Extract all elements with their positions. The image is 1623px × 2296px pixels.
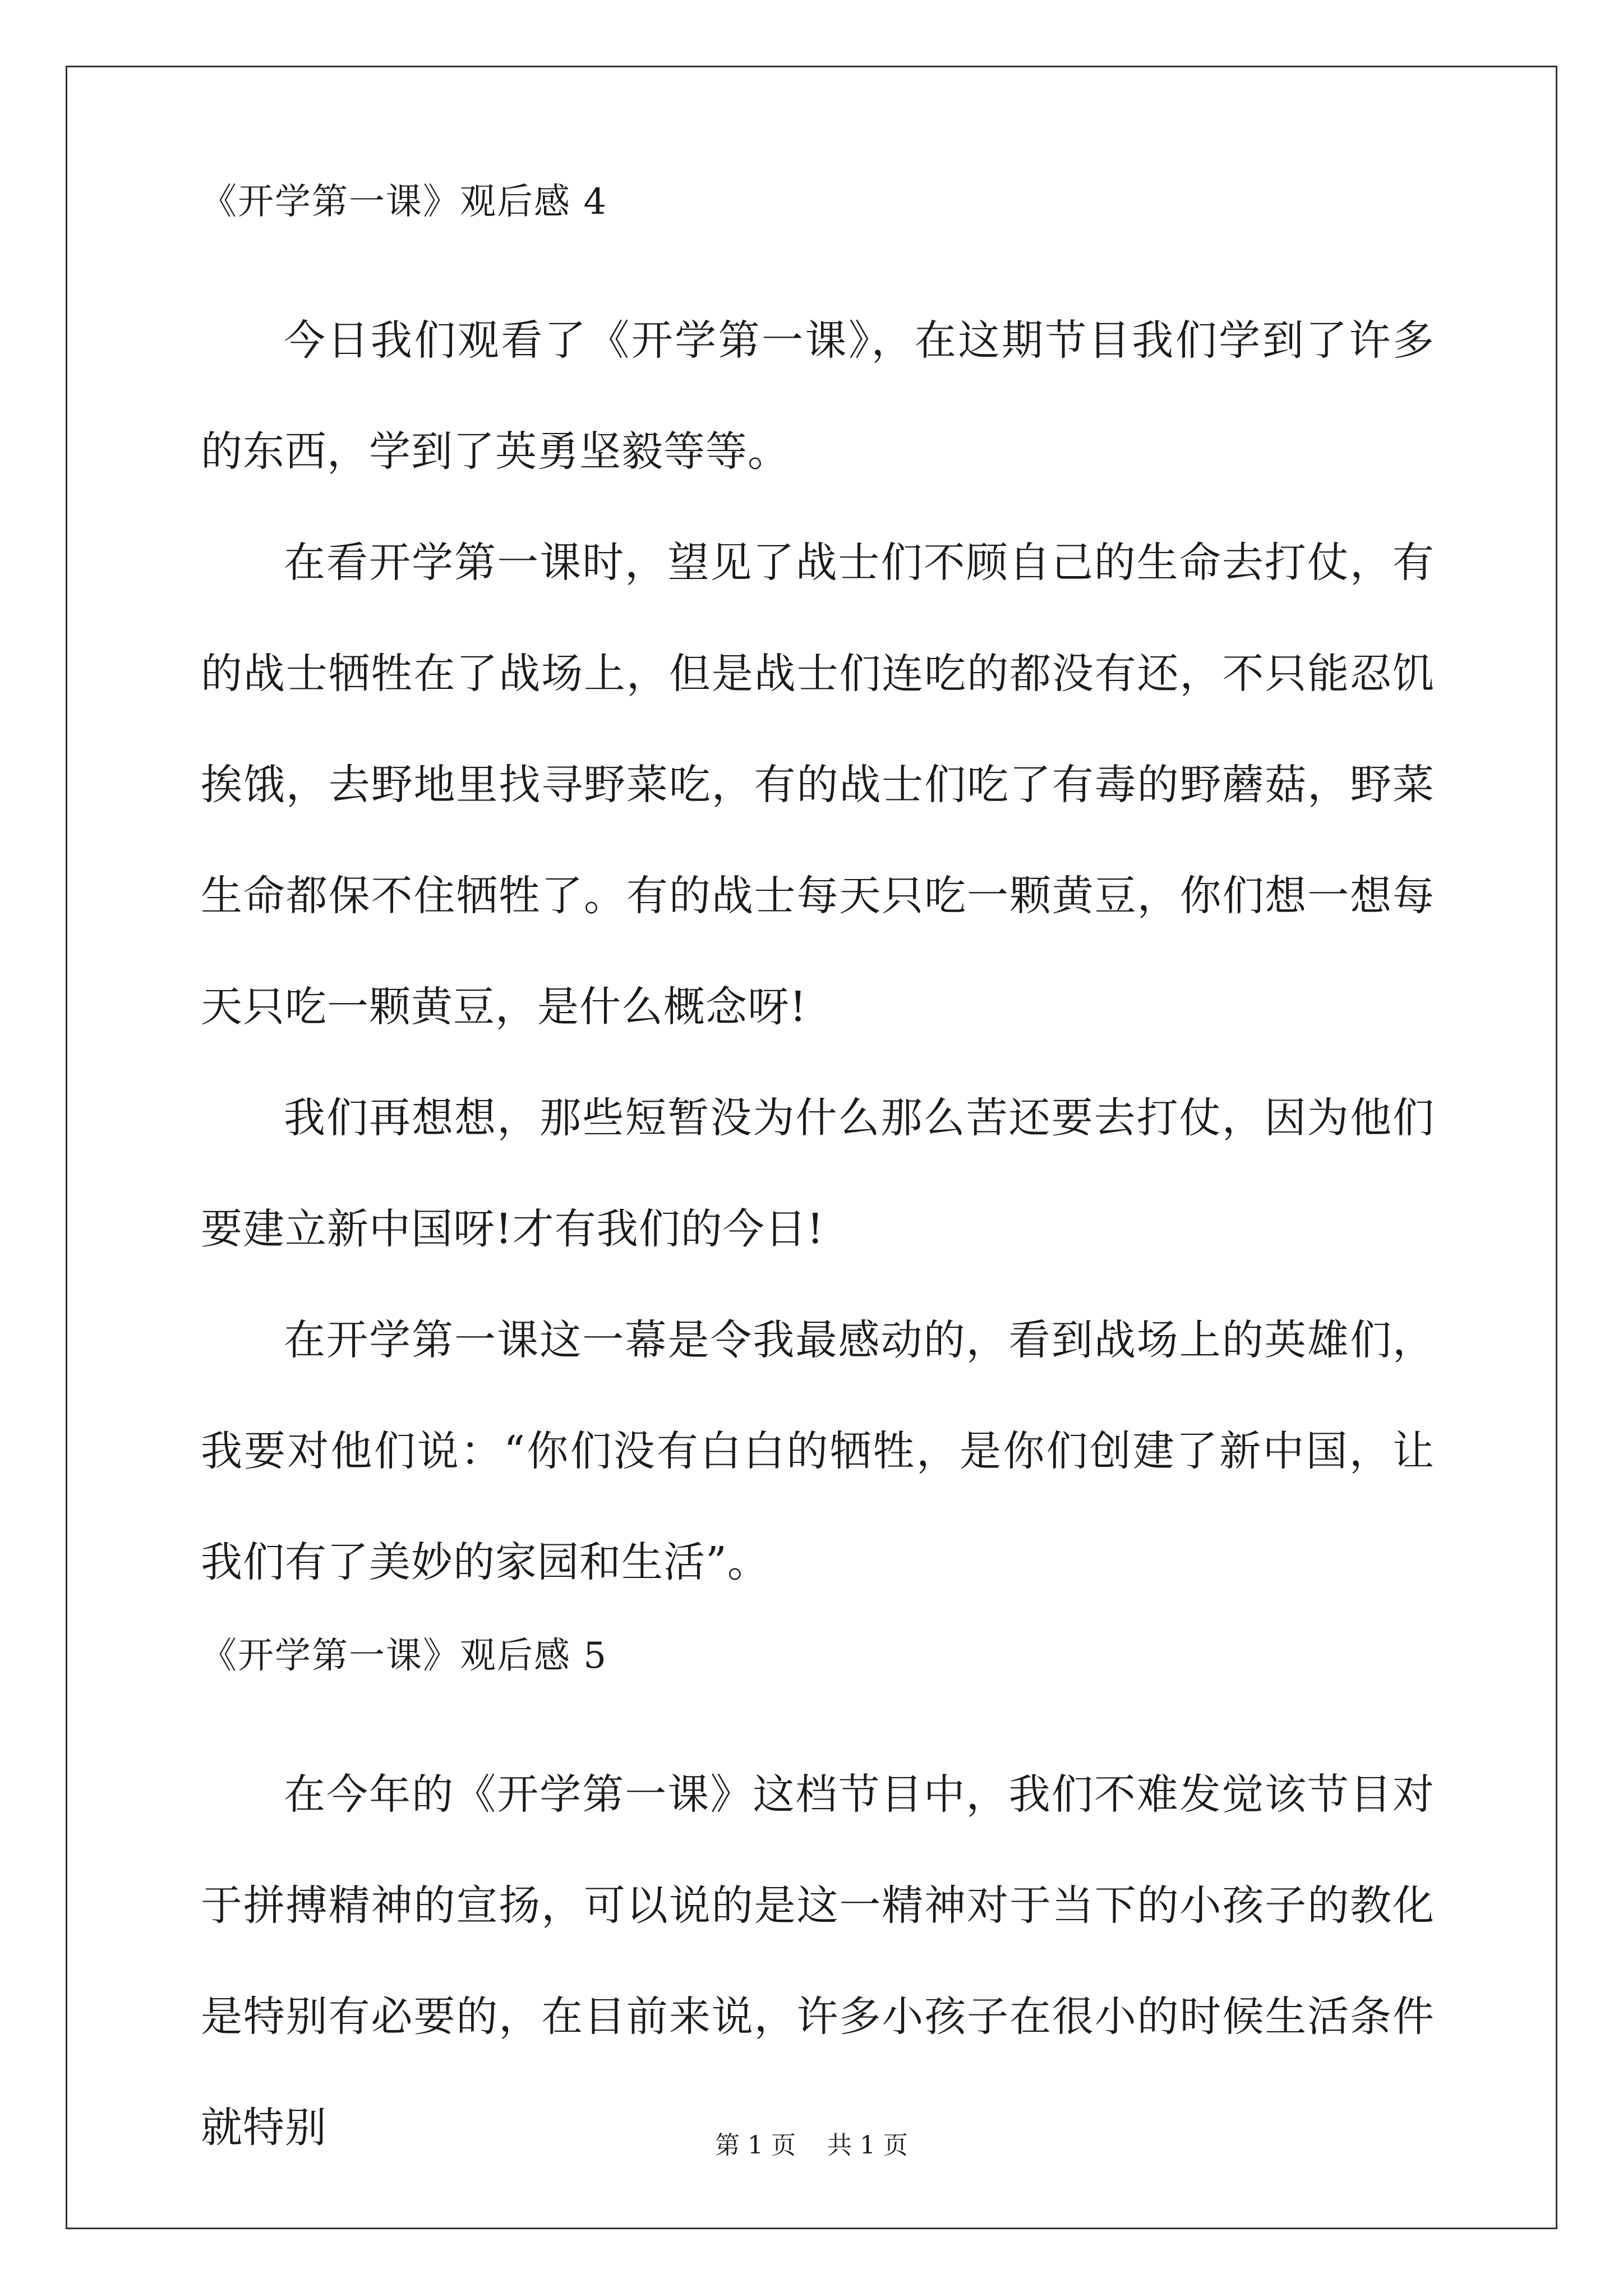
paragraph: 在看开学第一课时，望见了战士们不顾自己的生命去打仗，有的战士牺牲在了战场上，但是战士们连吃的都没有还，不只能忍饥挨饿，去野地里找寻野菜吃，有的战士们吃了有毒的野蘑菇，野菜生命都保不住牺牲了。有的战士每天只吃一颗黄豆，你们想一想每天只吃一颗黄豆，是什么概念呀!	[201, 539, 1435, 1031]
paragraph: 在今年的《开学第一课》这档节目中，我们不难发觉该节目对于拼搏精神的宣扬，可以说的是这一精神对于当下的小孩子的教化是特别有必要的，在目前来说，许多小孩子在很小的时候生活条件就特别	[201, 1770, 1435, 2152]
paragraph: 在开学第一课这一幕是令我最感动的，看到战场上的英雄们，我要对他们说：“你们没有白白的牺牲，是你们创建了新中国，让我们有了美妙的家园和生活”。	[201, 1316, 1435, 1586]
paragraph: 今日我们观看了《开学第一课》，在这期节目我们学到了许多的东西，学到了英勇坚毅等等。	[201, 316, 1435, 476]
section-title: 《开学第一课》观后感 4	[201, 181, 608, 223]
page-footer: 第 1 页 共 1 页	[715, 2131, 908, 2160]
document-body	[201, 168, 1435, 2183]
section-title: 《开学第一课》观后感 5	[201, 1635, 608, 1677]
paragraph: 我们再想想，那些短暂没为什么那么苦还要去打仗，因为他们要建立新中国呀!才有我们的今日!	[201, 1094, 1435, 1253]
